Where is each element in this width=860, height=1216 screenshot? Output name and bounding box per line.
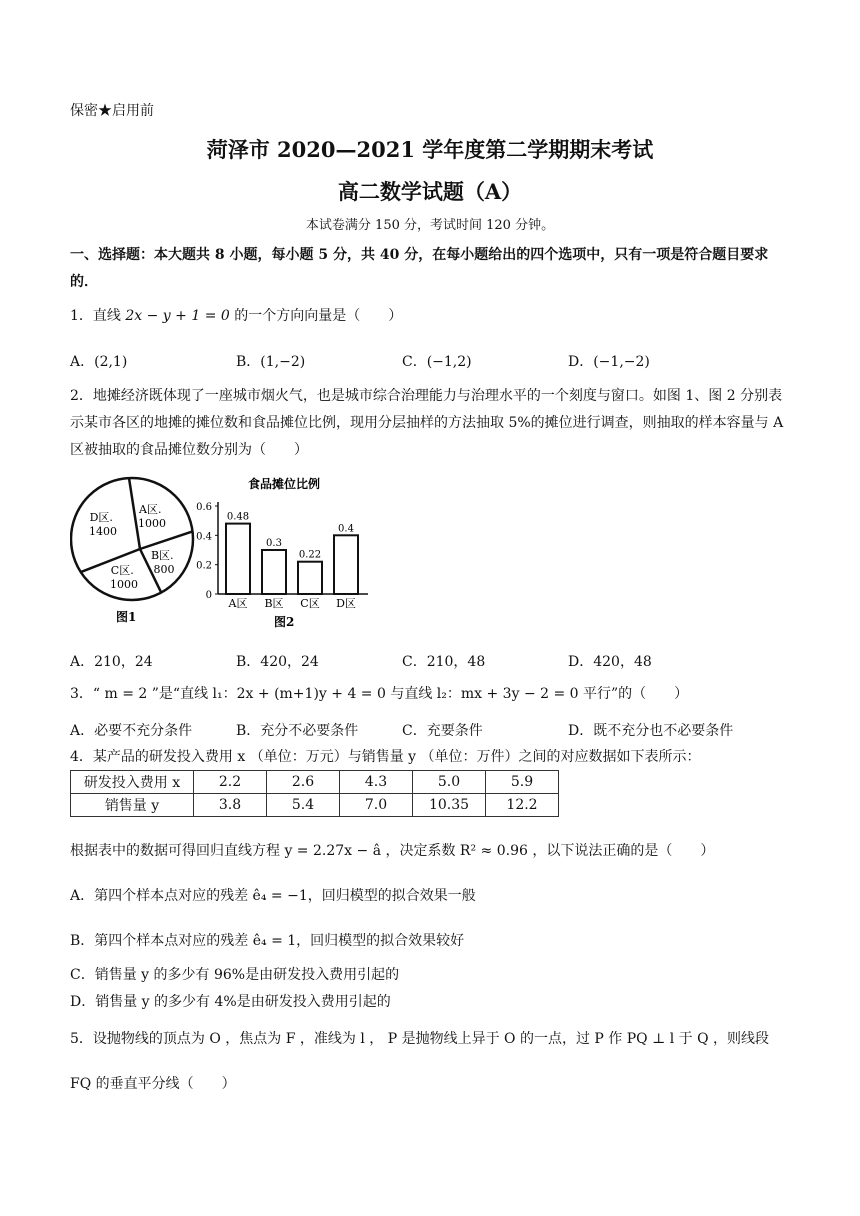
bar-data-label: 0.22 [298, 549, 322, 561]
q4-option-b: B．第四个样本点对应的残差 ê₄ = 1，回归模型的拟合效果较好 [70, 933, 465, 949]
question-5-line1: 5．设抛物线的顶点为 O ，焦点为 F ，准线为 l ， P 是抛物线上异于 O 的一点，过 P 作 PQ ⊥ l 于 Q ，则线段 [70, 1031, 770, 1047]
table-cell: 5.4 [267, 794, 340, 817]
q3-option-d: D．既不充分也不必要条件 [568, 723, 734, 739]
bar-data-label: 0.48 [226, 511, 250, 523]
table-cell: 3.8 [194, 794, 267, 817]
table-cell: 4.3 [340, 771, 413, 794]
pie-value-b: 800 [153, 563, 175, 576]
exam-subtitle: 高二数学试题（A） [337, 179, 523, 204]
x-tick-label: D区 [336, 597, 356, 610]
q4-regression-text: 根据表中的数据可得回归直线方程 y = 2.27x − â ，决定系数 R² ≈ 0.96 ，以下说法正确的是（ ） [70, 843, 715, 859]
table-cell: 7.0 [340, 794, 413, 817]
y-tick-label: 0.4 [196, 531, 212, 543]
bar [262, 550, 286, 594]
y-tick-label: 0 [205, 590, 212, 601]
table-cell: 2.2 [194, 771, 267, 794]
x-tick-label: A区 [228, 597, 248, 610]
q4-option-d: D．销售量 y 的多少有 4%是由研发投入费用引起的 [70, 994, 391, 1010]
pie-value-a: 1000 [138, 517, 166, 530]
charts-svg [70, 476, 370, 636]
table-row [71, 771, 559, 794]
pie-label-b: B区. 800 [150, 549, 175, 576]
table-header-cell: 研发投入费用 x [71, 771, 194, 794]
table-cell: 5.9 [486, 771, 559, 794]
exam-note: 本试卷满分 150 分，考试时间 120 分钟。 [305, 218, 555, 233]
bar-data-label: 0.4 [338, 523, 354, 535]
table-cell: 5.0 [413, 771, 486, 794]
pie-value-d: 1400 [89, 525, 117, 538]
q3-option-a: A．必要不充分条件 [70, 723, 193, 739]
q2-option-d: D．420，48 [568, 654, 652, 670]
y-tick-label: 0.6 [196, 502, 212, 513]
section-heading: 一、选择题：本大题共 8 小题，每小题 5 分，共 40 分，在每小题给出的四个选项中，只有一项是符合题目要求的． [70, 247, 769, 290]
exam-title: 菏泽市 2020—2021 学年度第二学期期末考试 [206, 137, 654, 162]
question-3: 3．“ m = 2 ”是“直线 l₁：2x + (m+1)y + 4 = 0 与直线 l₂：mx + 3y − 2 = 0 平行”的（ ） [70, 686, 689, 702]
bar-chart [196, 476, 368, 629]
x-tick-label: C区 [300, 597, 320, 610]
bar-chart-title: 食品摊位比例 [247, 477, 321, 491]
q1-stem-pre: 1．直线 [70, 308, 121, 324]
bar [226, 524, 250, 594]
bar-data-label: 0.3 [266, 538, 282, 549]
bar [298, 562, 322, 594]
pie-label-c: C区. 1000 [110, 564, 138, 591]
q2-option-a: A．210，24 [70, 654, 153, 670]
pie-chart [71, 478, 193, 624]
q1-option-d: D．(−1,−2) [568, 354, 650, 370]
x-tick-label: B区 [264, 597, 284, 610]
bar [334, 535, 358, 594]
data-table [70, 770, 559, 817]
q4-option-a: A．第四个样本点对应的残差 ê₄ = −1，回归模型的拟合效果一般 [70, 888, 476, 904]
q1-equation: 2x − y + 1 = 0 [125, 308, 230, 324]
figure-charts [70, 476, 370, 640]
q1-stem-post: 的一个方向向量是（ ） [234, 308, 403, 324]
table-row [71, 794, 559, 817]
table-cell: 2.6 [267, 771, 340, 794]
pie-value-c: 1000 [110, 578, 138, 591]
table-cell: 12.2 [486, 794, 559, 817]
bar-caption: 图2 [274, 615, 295, 629]
q4-option-c: C．销售量 y 的多少有 96%是由研发投入费用引起的 [70, 967, 400, 983]
table-cell: 10.35 [413, 794, 486, 817]
question-5-line2: FQ 的垂直平分线（ ） [70, 1076, 236, 1092]
pie-label-d: D区. 1400 [89, 511, 117, 538]
y-tick-label: 0.2 [196, 560, 212, 572]
q3-option-c: C．充要条件 [402, 723, 483, 739]
table-header-cell: 销售量 y [71, 794, 194, 817]
q2-option-b: B．420，24 [236, 654, 319, 670]
question-2: 2．地摊经济既体现了一座城市烟火气，也是城市综合治理能力与治理水平的一个刻度与窗口。如图 1、图 2 分别表示某市各区的地摊的摊位数和食品摊位比例，现用分层抽样的方法抽取 5%的摊位进行调查，则抽取的样本容量与 A 区被抽取的食品摊位数分别为（ ） [70, 388, 784, 458]
q1-option-c: C．(−1,2) [402, 354, 472, 370]
confidential-label: 保密★启用前 [70, 103, 154, 119]
q1-option-b: B．(1,−2) [236, 354, 306, 370]
question-1 [70, 305, 402, 325]
q2-option-c: C．210，48 [402, 654, 486, 670]
pie-caption: 图1 [116, 610, 137, 624]
pie-label-a: A区. 1000 [138, 503, 166, 530]
q1-option-a: A．(2,1) [70, 354, 128, 370]
question-4: 4．某产品的研发投入费用 x （单位：万元）与销售量 y （单位：万件）之间的对应数据如下表所示： [70, 749, 701, 765]
q3-option-b: B．充分不必要条件 [236, 723, 359, 739]
